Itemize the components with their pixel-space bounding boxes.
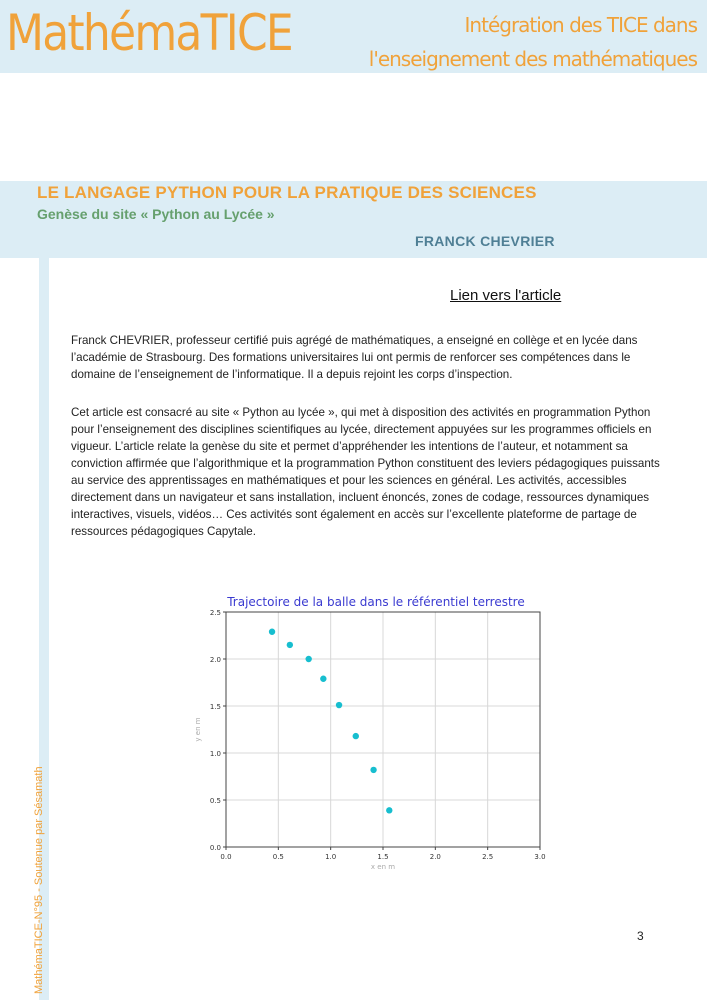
data-point [287,642,293,648]
x-tick-label: 1.5 [377,853,389,861]
chart-grid [226,612,540,847]
data-point [386,807,392,813]
article-author: FRANCK CHEVRIER [415,233,555,249]
x-tick-label: 2.5 [482,853,494,861]
magazine-logo: MathémaTICE [6,4,292,62]
y-tick-label: 1.0 [209,750,221,758]
header-tagline [369,8,697,76]
x-tick-label: 0.5 [272,853,284,861]
trajectory-chart [190,583,550,875]
chart-xlabel: x en m [370,863,396,871]
paragraph-author-bio: Franck CHEVRIER, professeur certifié puis agrégé de mathématiques, a enseigné en collège et en lycée dans l’académie de Strasbourg. Des formations universitaires lui ont permis de renforcer ses compétences dans le domaine de l’enseignement de l’informatique. Il a depuis rejoint les corps d’inspection. [71,334,638,381]
article-link[interactable]: Lien vers l'article [450,287,562,304]
paragraph-article-summary: Cet article est consacré au site « Python au lycée », qui met à disposition des activités en programmation Python pour l’enseignement des disciplines scientifiques au lycée, directement appuyées sur les programmes officiels en vigueur. L’article relate la genèse du site et permet d’appréhender les intentions de l’auteur, et notamment sa conviction affirmée que l’algorithmique et la programmation Python constituent des leviers pédagogiques puissants au service des apprentissages en mathématiques et pour les sciences en général. Les activités, accessibles directement dans un navigateur et sans installation, incluent énoncés, zones de codage, ressources dynamiques interactives, visuels, vidéos… Ces activités sont également en accès sur l’excellente plateforme de partage de ressources pédagogiques Capytale. [71,406,660,538]
article-title: LE LANGAGE PYTHON POUR LA PRATIQUE DES SCIENCES [37,183,537,202]
sidebar-caption: MathémaTICE-N°95 - Soutenue par Sésamath [33,766,45,994]
chart-ylabel: y en m [194,717,202,742]
chart-ticks [210,609,546,861]
x-tick-label: 2.0 [429,853,441,861]
article-subtitle: Genèse du site « Python au Lycée » [37,206,275,222]
y-tick-label: 2.5 [209,609,221,617]
y-tick-label: 0.5 [209,797,221,805]
data-point [353,733,359,739]
tagline-line-1: Intégration des TICE dans [464,13,697,37]
data-point [336,702,342,708]
y-tick-label: 1.5 [209,703,221,711]
data-point [305,656,311,662]
data-point [370,767,376,773]
y-tick-label: 0.0 [209,844,221,852]
page-number: 3 [637,929,644,943]
x-tick-label: 1.0 [325,853,337,861]
chart-svg [190,583,550,875]
y-tick-label: 2.0 [209,656,221,664]
chart-title: Trajectoire de la balle dans le référentiel terrestre [227,595,525,609]
data-point [320,676,326,682]
x-tick-label: 0.0 [220,853,232,861]
data-point [269,629,275,635]
x-tick-label: 3.0 [534,853,546,861]
tagline-line-2: l'enseignement des mathématiques [368,47,697,71]
